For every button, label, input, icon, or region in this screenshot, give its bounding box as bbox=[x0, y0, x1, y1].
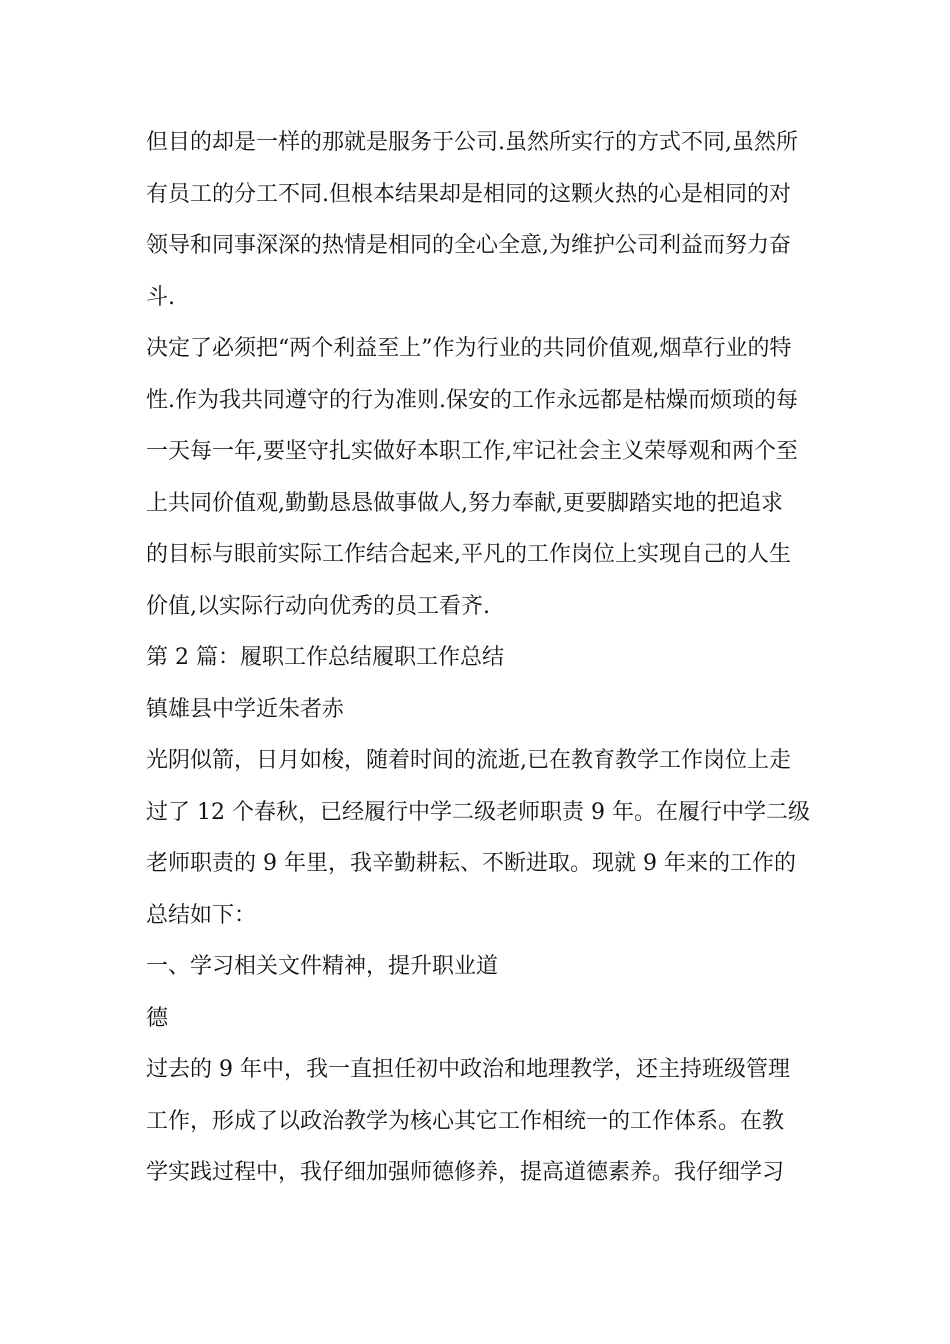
text-line: 领导和同事深深的热情是相同的全心全意,为维护公司利益而努力奋 bbox=[146, 233, 791, 258]
text-line: 学实践过程中，我仔细加强师德修养，提高道德素养。我仔细学习 bbox=[146, 1160, 785, 1185]
text-line: 上共同价值观,勤勤恳恳做事做人,努力奉献,更要脚踏实地的把追求 bbox=[146, 490, 783, 516]
text-line: 过去的 9 年中，我一直担任初中政治和地理教学，还主持班级管理 bbox=[146, 1057, 790, 1082]
text-line: 斗. bbox=[146, 284, 175, 310]
subheading-continued: 德 bbox=[146, 1005, 169, 1031]
section-heading: 第 2 篇：履职工作总结履职工作总结 bbox=[146, 645, 504, 670]
subheading: 一、学习相关文件精神，提升职业道 bbox=[146, 954, 499, 979]
text-line: 有员工的分工不同.但根本结果却是相同的这颗火热的心是相同的对 bbox=[146, 181, 791, 207]
author-line: 镇雄县中学近朱者赤 bbox=[146, 696, 345, 722]
text-line: 光阴似箭，日月如梭，随着时间的流逝,已在教育教学工作岗位上走 bbox=[146, 748, 791, 773]
text-line: 一天每一年,要坚守扎实做好本职工作,牢记社会主义荣辱观和两个至 bbox=[146, 439, 798, 464]
body-text bbox=[146, 117, 811, 1199]
text-line: 性.作为我共同遵守的行为准则.保安的工作永远都是枯燥而烦琐的每 bbox=[146, 387, 798, 413]
text-line: 但目的却是一样的那就是服务于公司.虽然所实行的方式不同,虽然所 bbox=[146, 130, 798, 155]
text-line: 总结如下： bbox=[146, 902, 257, 928]
text-line: 过了 12 个春秋，已经履行中学二级老师职责 9 年。在履行中学二级 bbox=[146, 799, 810, 825]
text-line: 老师职责的 9 年里，我辛勤耕耘、不断进取。现就 9 年来的工作的 bbox=[146, 851, 796, 876]
text-line: 价值,以实际行动向优秀的员工看齐. bbox=[146, 593, 490, 619]
text-line: 决定了必须把“两个利益至上”作为行业的共同价值观,烟草行业的特 bbox=[146, 336, 792, 361]
text-line: 工作，形成了以政治教学为核心其它工作相统一的工作体系。在教 bbox=[146, 1108, 785, 1134]
text-line: 的目标与眼前实际工作结合起来,平凡的工作岗位上实现自己的人生 bbox=[146, 542, 791, 567]
